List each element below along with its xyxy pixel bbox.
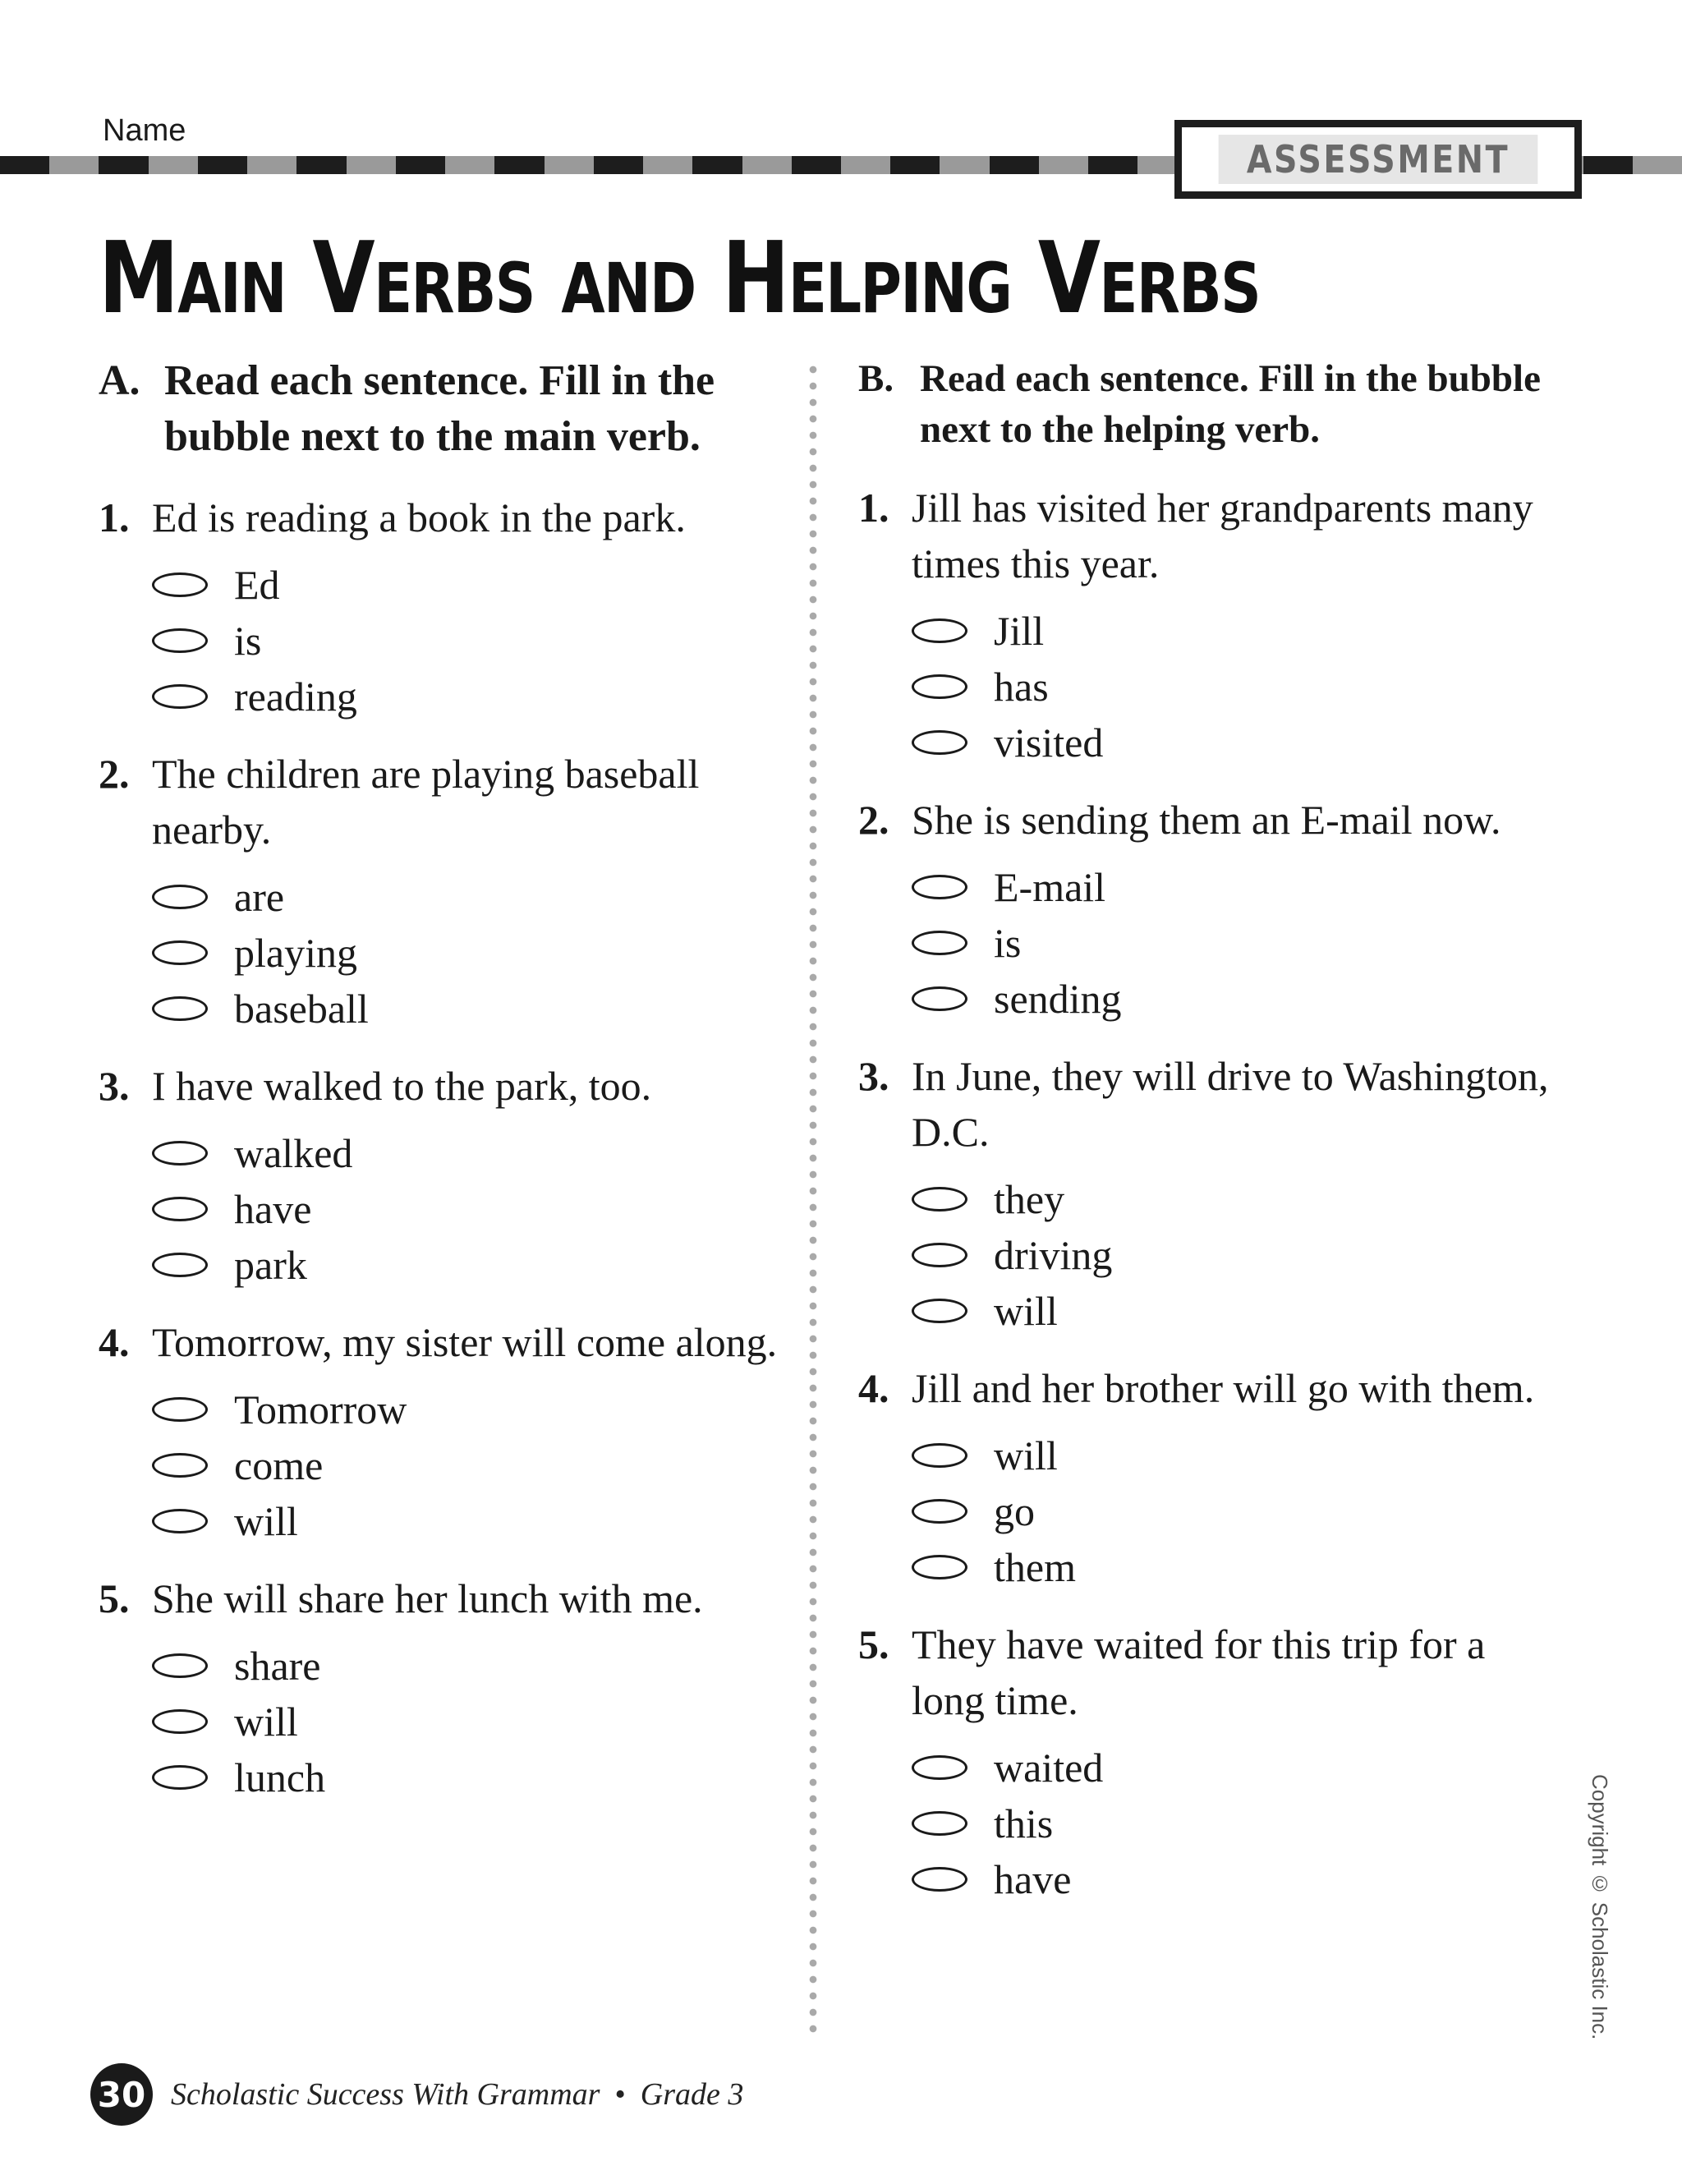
question [99,1314,797,1549]
dash-segment [49,156,99,174]
answer-bubble[interactable] [912,1811,967,1836]
answer-bubble[interactable] [912,931,967,955]
question [858,792,1556,1027]
answer-bubble[interactable] [912,1499,967,1524]
answer-bubble[interactable] [152,684,208,709]
answer-label: driving [994,1232,1113,1278]
question-text: They have waited for this trip for a long time. [912,1621,1486,1723]
footer-book-title: Scholastic Success With Grammar [171,2077,600,2112]
section-a-letter: A. [99,357,140,404]
dash-segment [742,156,792,174]
answer-label: them [994,1544,1076,1590]
question-number: 2. [99,751,130,797]
answer-options [152,557,797,724]
answer-option[interactable] [912,1851,1556,1907]
footer-grade: Grade 3 [640,2077,744,2112]
question-line [858,1048,1556,1160]
answer-label: park [234,1242,307,1288]
question-line [858,1616,1556,1728]
answer-option[interactable] [152,1237,797,1293]
section-b-questions [858,480,1556,1907]
assessment-badge [1174,120,1582,199]
answer-bubble[interactable] [152,1509,208,1533]
answer-label: walked [234,1130,353,1176]
answer-label: reading [234,674,357,720]
answer-bubble[interactable] [912,1299,967,1323]
question-line [99,1314,797,1370]
answer-option[interactable] [912,1740,1556,1795]
answer-option[interactable] [912,1227,1556,1283]
section-b-instruction-text: Read each sentence. Fill in the bubble next to the helping verb. [920,357,1541,451]
answer-label: baseball [234,986,369,1032]
answer-label: Jill [994,608,1045,654]
answer-bubble[interactable] [152,572,208,597]
section-a [99,353,797,1827]
question-line [99,490,797,545]
dash-segment [1039,156,1088,174]
answer-option[interactable] [912,1283,1556,1339]
answer-option[interactable] [912,1539,1556,1595]
dash-segment [99,156,148,174]
answer-options [912,1428,1556,1595]
section-b-instruction [858,353,1556,455]
column-divider [809,361,817,2037]
section-b [858,353,1556,1929]
answer-bubble[interactable] [152,1709,208,1734]
question-number: 3. [858,1053,889,1099]
answer-options [912,1171,1556,1339]
question-number: 3. [99,1063,130,1109]
dash-segment [990,156,1039,174]
dash-segment [1633,156,1682,174]
name-label: Name [103,113,186,148]
question-number: 4. [858,1365,889,1411]
answer-bubble[interactable] [912,618,967,643]
dash-segment [494,156,544,174]
answer-option[interactable] [912,1483,1556,1539]
section-a-instruction [99,353,797,465]
answer-label: has [994,664,1049,710]
question-text: Jill and her brother will go with them. [912,1365,1535,1411]
answer-label: they [994,1176,1065,1222]
answer-options [912,859,1556,1027]
section-b-letter: B. [858,357,894,400]
dash-segment [841,156,890,174]
question-text: In June, they will drive to Washington, D.C. [912,1053,1549,1155]
dash-segment [940,156,989,174]
question-text: I have walked to the park, too. [152,1063,652,1109]
page-title: Main Verbs and Helping Verbs [99,222,1261,336]
question-text: Ed is reading a book in the park. [152,494,686,540]
question [99,490,797,724]
answer-option[interactable] [152,1437,797,1493]
answer-label: E-mail [994,864,1106,910]
question-text: Tomorrow, my sister will come along. [152,1319,778,1365]
question-text: She is sending them an E-mail now. [912,797,1501,843]
answer-label: will [994,1288,1058,1334]
question-number: 5. [99,1575,130,1621]
question-number: 2. [858,797,889,843]
question [99,1570,797,1805]
dash-segment [692,156,742,174]
dash-segment [247,156,296,174]
answer-option[interactable] [912,859,1556,915]
answer-bubble[interactable] [152,885,208,909]
answer-label: have [994,1856,1072,1902]
answer-option[interactable] [152,557,797,613]
answer-option[interactable] [152,1125,797,1181]
answer-bubble[interactable] [912,875,967,899]
question [858,1616,1556,1907]
answer-option[interactable] [152,869,797,925]
answer-label: visited [994,720,1104,766]
answer-label: sending [994,976,1122,1022]
answer-label: lunch [234,1754,326,1800]
question-line [99,1570,797,1626]
dash-segment [1583,156,1633,174]
dash-segment [594,156,643,174]
answer-option[interactable] [152,1493,797,1549]
answer-option[interactable] [912,915,1556,971]
dash-segment [149,156,198,174]
answer-bubble[interactable] [912,1443,967,1468]
answer-bubble[interactable] [152,1397,208,1422]
answer-bubble[interactable] [912,730,967,755]
dash-segment [643,156,692,174]
question-text: The children are playing baseball nearby. [152,751,700,853]
answer-options [152,1638,797,1805]
answer-option[interactable] [912,603,1556,659]
question-line [858,792,1556,848]
answer-label: playing [234,930,357,976]
answer-bubble[interactable] [152,1141,208,1166]
question [99,746,797,1037]
answer-option[interactable] [152,669,797,724]
answer-bubble[interactable] [152,1653,208,1678]
answer-option[interactable] [912,659,1556,715]
answer-label: is [234,618,262,664]
answer-bubble[interactable] [912,1555,967,1579]
answer-bubble[interactable] [152,628,208,653]
answer-label: will [234,1498,298,1544]
answer-options [152,1125,797,1293]
answer-option[interactable] [152,1749,797,1805]
dash-segment [545,156,594,174]
answer-options [152,869,797,1037]
section-a-instruction-text: Read each sentence. Fill in the bubble next to the main verb. [164,357,715,460]
answer-option[interactable] [152,613,797,669]
question-line [858,480,1556,591]
question-line [858,1360,1556,1416]
answer-bubble[interactable] [152,996,208,1021]
section-a-questions [99,490,797,1805]
answer-label: will [994,1432,1058,1478]
answer-label: will [234,1699,298,1745]
question [858,1360,1556,1595]
question-number: 1. [858,485,889,531]
question-number: 1. [99,494,130,540]
question-text: Jill has visited her grandparents many times this year. [912,485,1533,586]
answer-option[interactable] [152,1181,797,1237]
answer-bubble[interactable] [912,1867,967,1892]
answer-option[interactable] [912,715,1556,770]
dash-segment [296,156,346,174]
answer-option[interactable] [152,1694,797,1749]
answer-label: share [234,1643,321,1689]
answer-option[interactable] [152,981,797,1037]
question-line [99,746,797,858]
answer-label: go [994,1488,1035,1534]
answer-label: this [994,1800,1054,1846]
question [858,1048,1556,1339]
answer-label: Ed [234,562,280,608]
assessment-badge-label: ASSESSMENT [1219,135,1538,184]
answer-options [912,603,1556,770]
dash-segment [445,156,494,174]
footer-bullet: • [614,2077,626,2112]
answer-bubble[interactable] [152,1253,208,1277]
dash-segment [198,156,247,174]
answer-bubble[interactable] [912,674,967,699]
answer-bubble[interactable] [912,1755,967,1780]
answer-option[interactable] [912,1795,1556,1851]
answer-bubble[interactable] [152,940,208,965]
answer-label: have [234,1186,312,1232]
copyright-notice: Copyright © Scholastic Inc. [1588,1774,1612,2040]
answer-option[interactable] [912,971,1556,1027]
answer-label: is [994,920,1022,966]
dash-segment [0,156,49,174]
question-text: She will share her lunch with me. [152,1575,703,1621]
answer-option[interactable] [912,1171,1556,1227]
dash-segment [890,156,940,174]
answer-bubble[interactable] [152,1765,208,1790]
dash-segment [1088,156,1137,174]
answer-options [912,1740,1556,1907]
answer-option[interactable] [152,1382,797,1437]
answer-label: are [234,874,285,920]
answer-option[interactable] [912,1428,1556,1483]
answer-label: come [234,1442,324,1488]
answer-option[interactable] [152,1638,797,1694]
page-number: 30 [90,2063,153,2126]
question-number: 5. [858,1621,889,1667]
dash-segment [792,156,841,174]
footer-text [171,2076,743,2113]
answer-options [152,1382,797,1549]
dash-segment [396,156,445,174]
answer-label: waited [994,1745,1104,1791]
question-line [99,1058,797,1114]
dash-segment [347,156,396,174]
answer-bubble[interactable] [912,1187,967,1212]
answer-bubble[interactable] [912,1243,967,1267]
question [858,480,1556,770]
answer-option[interactable] [152,925,797,981]
question [99,1058,797,1293]
answer-bubble[interactable] [152,1197,208,1221]
answer-bubble[interactable] [912,986,967,1011]
question-number: 4. [99,1319,130,1365]
answer-bubble[interactable] [152,1453,208,1478]
answer-label: Tomorrow [234,1386,407,1432]
